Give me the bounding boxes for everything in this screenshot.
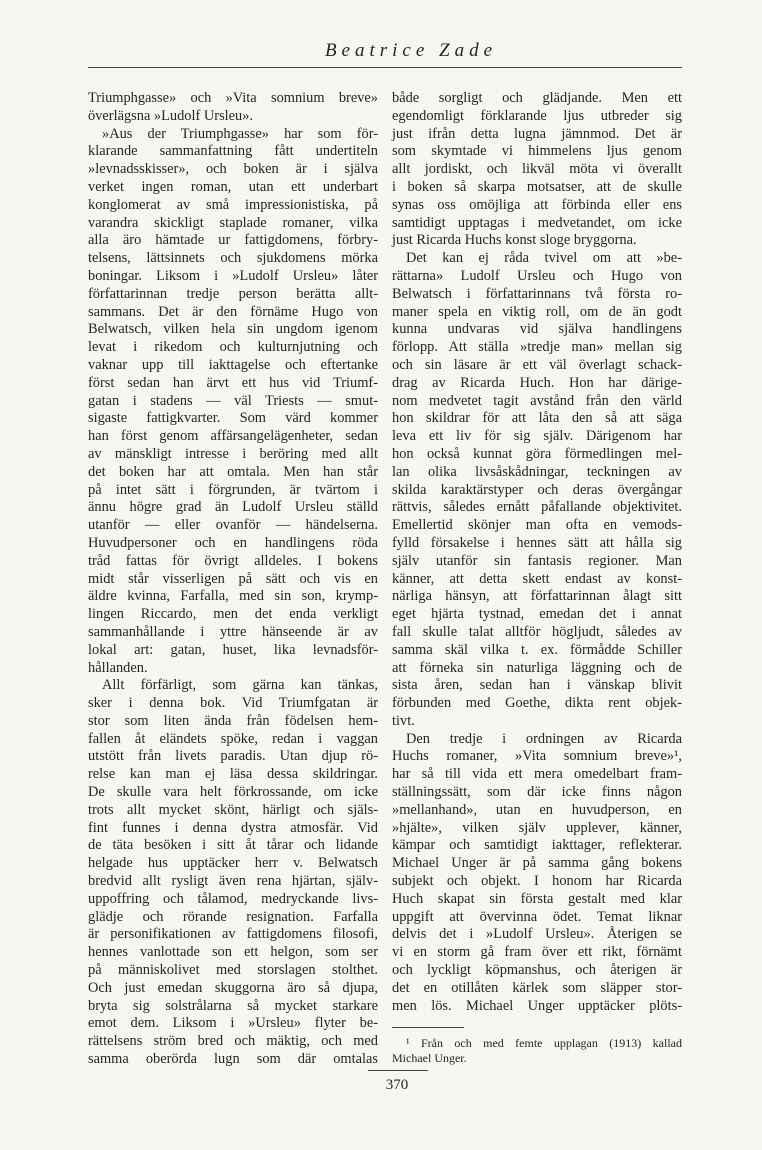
text-line: uppoffring och tålamod, medryckande livs- [88,890,378,907]
text-line: lingen Riccardo, men det enda verkligt [88,606,378,623]
text-line: gatan i stadens — väl Triests — smut- [88,392,378,409]
text-line: fall skulle talat alltför högljudt, således av [392,623,682,640]
page-number-rule [368,1070,428,1071]
text-line: i boken så skarpa motsatser, att de skulle [392,178,682,195]
text-line: varandra skickligt staplade romaner, vilka [88,214,378,231]
text-line: alla äro hämtade ur fattigdomens, förbry- [88,232,378,249]
text-line: samma oberörda lugn som där omtalas [88,1051,378,1068]
text-line: sista åren, sedan han i vänskap blivit [392,677,682,694]
text-line: som skymtade vi himmelens ljus genom [392,143,682,160]
text-line: glädje och rörande resignation. Farfalla [88,908,378,925]
text-line: egendomligt förklarande ljus utbreder sig [392,107,682,124]
text-line: äldre kvinna, Farfalla, med sin son, krymp- [88,588,378,605]
text-line: överlägsna »Ludolf Ursleu». [88,107,254,124]
text-line: att förneka sin naturliga läggning och de [392,659,682,676]
text-line: synas oss omöjliga att förbinda eller ens [392,196,682,213]
text-line: men lös. Michael Unger upptäcker plöts- [392,997,682,1014]
text-line: förbunden med Goethe, dikta rent objek- [392,695,682,712]
text-line: emot dem. Liksom i »Ursleu» flyter be- [88,1015,378,1032]
text-line: på intet sätt i förgrunden, är tvärtom i [88,481,378,498]
text-line: skilda karaktärstyper och deras övergångar [392,481,682,498]
text-line: rättvis, således ernått påfallande objektivitet. [392,499,682,516]
text-line: just Ricarda Huchs konst sloge bryggorna. [392,232,637,249]
text-line: de täta besöken i sitt åt tårar och lidande [88,837,378,854]
text-line: han först genom affärsangelägenheter, sedan [88,428,378,445]
text-line: »mellanhand», utan en huvudperson, en [392,801,682,818]
text-line: »levnadsskisser», och boken är i själva [88,161,378,178]
text-line: vi en storm gå fram över ett rikt, förnämt [392,944,682,961]
text-line: stor som liten ända från födelsen hem- [88,712,378,729]
text-line: utanför — eller ovanför — händelserna. [88,517,378,534]
text-line: Det kan ej råda tvivel om att »be- [406,250,682,267]
text-line: rättelsens ström bred och mäktig, och med [88,1033,378,1050]
text-line: utstött från livets paradis. Utan djup rö- [88,748,378,765]
text-line: ännu högre grad än Ludolf Ursleu ställd [88,499,378,516]
text-line: känner, att detta skett endast av konst- [392,570,682,587]
text-line: har så till vida ett mera omedelbart fram- [392,766,682,783]
text-line: Huch skapat sin första gestalt med klar [392,890,682,907]
text-line: De skulle vara helt förkrossande, om icke [88,784,378,801]
text-line: Huchs romaner, »Vita somnium breve»¹, [392,748,682,765]
text-line: fallen åt eländets spöke, redan i vaggan [88,730,378,747]
text-line: levat i rikedom och kulturnjutning och [88,339,378,356]
text-line: förlopp. Att ställa »tredje man» mellan sig [392,339,682,356]
text-line: lokal art: gatan, huset, lika levnadsför- [88,641,378,658]
text-line: närliga hänsyn, att författarinnan ålagt sitt [392,588,682,605]
text-line: på människolivet med storslagen stolthet. [88,962,378,979]
text-line: »Aus der Triumphgasse» har som för- [102,125,378,142]
text-line: tråd fattas för övrigt alldeles. I bokens [88,552,378,569]
text-line: helgade hus upptäcker herr v. Belwatsch [88,855,378,872]
right-column-text [392,90,682,1015]
text-line: först sedan han ärvt ett hus vid Triumf- [88,374,378,391]
text-line: konglomerat av små impressionistiska, på [88,196,378,213]
text-line: samma skäl vilka t. ex. förmådde Schiller [392,641,682,658]
text-line: hon också kunnat göra förmedlingen mel- [392,445,682,462]
footnote [392,1036,682,1066]
text-line: ställningssätt, som där icke finns någon [392,784,682,801]
text-line: boningar. Liksom i »Ludolf Ursleu» låter [88,267,378,284]
text-line: allt jordiskt, och likväl möta vi överallt [392,161,682,178]
text-line: Belwatsch, vilken hela sin ungdom igenom [88,321,378,338]
text-line: det en otillåten kärlek som släpper stor- [392,979,682,996]
text-line: Emellertid skönjer man ofta en vemods- [392,517,682,534]
text-line: fylld försakelse i hennes sätt att hålla sig [392,534,682,551]
text-line: midt står visserligen på sätt och vis en [88,570,378,587]
text-line: bryta sig solstrålarna så mycket starkare [88,997,378,1014]
text-line: är personifikationen av fattigdomens filosofi, [88,926,378,943]
footnote-rule [392,1027,464,1028]
text-line: och sin läsare är ett väl överlagt schack- [392,356,682,373]
text-line: uppgift att övervinna ödet. Temat liknar [392,908,682,925]
text-line: maner spela en viktig roll, om de än godt [392,303,682,320]
text-line: både sorgligt och glädjande. Men ett [392,90,682,106]
text-line: lan olika livsåskådningar, teckningen av [392,463,682,480]
text-line: »hjälte», vilken själv upplever, känner, [392,819,682,836]
text-line: Michael Unger är på samma gång bokens [392,855,682,872]
text-line: sigaste fattigkvarter. Som värd kommer [88,410,378,427]
text-line: subjekt och objekt. I honom har Ricarda [392,873,682,890]
text-line: kämpar och samtidigt iakttager, reflekterar. [392,837,682,854]
footnote-line: ¹ Från och med femte upplagan (1913) kallad [406,1036,682,1051]
text-line: rättarna» Ludolf Ursleu och Hugo von [392,267,682,284]
running-title: Beatrice Zade [324,40,498,61]
text-line: Den tredje i ordningen av Ricarda [406,730,682,747]
text-line: sker i denna bok. Vid Triumfgatan är [88,695,378,712]
text-line: nom medvetet tagit avstånd från den värld [392,392,682,409]
text-line: Och just emedan skuggorna äro så djupa, [88,979,378,996]
text-line: delvis det i »Ludolf Ursleu». Återigen se [392,926,682,943]
text-line: hållanden. [88,659,148,676]
text-line: just ifrån detta lugna jämnmod. Det är [392,125,682,142]
page-number: 370 [385,1077,409,1093]
text-line: samtidigt upptagas i medvetandet, om icke [392,214,682,231]
header-rule [88,67,682,68]
text-line: eget hjärta tystnad, emedan det i annat [392,606,682,623]
text-line: vaknar upp till iakttagelse och eftertanke [88,356,378,373]
text-line: av mänskligt intresse i beröring med allt [88,445,378,462]
text-line: drag av Ricarda Huch. Hon har därige- [392,374,682,391]
text-line: det boken har att omtala. Men han står [88,463,378,480]
text-line: telsens, lättsinnets och sjukdomens mörka [88,250,378,267]
text-line: sammanhållande i yttre hänseende är av [88,623,378,640]
text-line: Belwatsch i författarinnans två första ro- [392,285,682,302]
text-line: leva ett liv för sig själv. Därigenom har [392,428,682,445]
text-line: och lyckligt köpmanshus, och återigen är [392,962,682,979]
text-line: kunna undvaras vid själva handlingens [392,321,682,338]
text-line: Huvudpersoner och en handlingens röda [88,534,378,551]
text-line: Allt förfärligt, som gärna kan tänkas, [102,677,378,694]
text-line: författarinnan tredje person berätta allt- [88,285,378,302]
text-line: fint funnes i denna dystra atmosfär. Vid [88,819,378,836]
right-column [392,90,682,1066]
text-line: bredvid allt rysligt även rena hjärtan, själv- [88,873,378,890]
text-line: själv utanför sin fantasis regioner. Man [392,552,682,569]
text-line: trots allt mycket skönt, härligt och själs- [88,801,378,818]
text-line: tivt. [392,712,415,729]
text-line: hennes vanlottade son ett helgon, som ser [88,944,378,961]
text-line: klarande sammanfattning fått undertiteln [88,143,378,160]
footnote-line: Michael Unger. [392,1051,467,1066]
text-line: Triumphgasse» och »Vita somnium breve» [88,90,378,106]
text-line: sammans. Det är den förnäme Hugo von [88,303,378,320]
text-line: hon skildrar för att låta den så att säga [392,410,682,427]
text-line: relse kan man ej läsa dessa skildringar. [88,766,378,783]
text-line: verket ingen roman, utan ett underbart [88,178,378,195]
left-column [88,90,378,1069]
